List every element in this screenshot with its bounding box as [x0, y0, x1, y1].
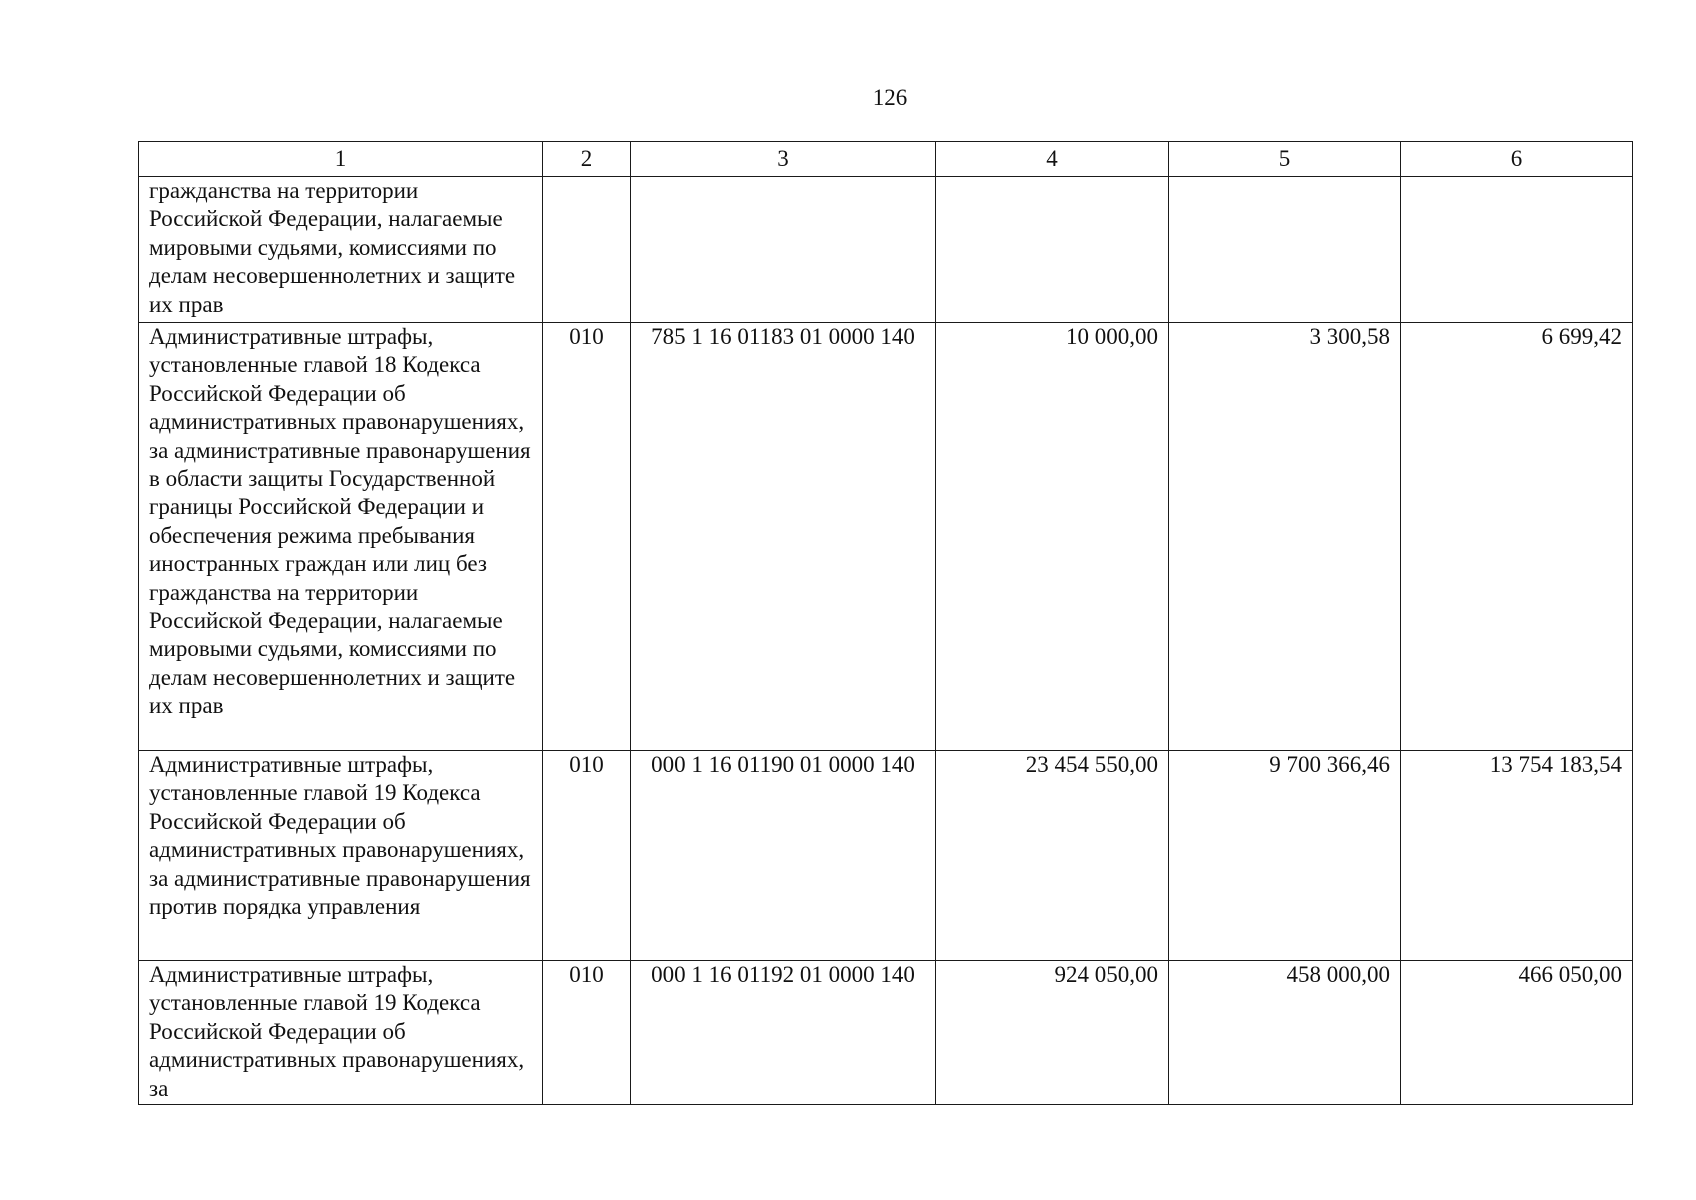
- row-executed-cell: [1169, 177, 1401, 323]
- table-row: [139, 177, 1633, 323]
- row-name-cell: гражданства на территории Российской Федерации, налагаемые мировыми судьями, комиссиями по делам несовершеннолетних и защите их прав: [139, 177, 543, 323]
- row-executed-cell: 3 300,58: [1169, 323, 1401, 751]
- row-remainder-cell: 6 699,42: [1401, 323, 1633, 751]
- row-executed-cell: 9 700 366,46: [1169, 751, 1401, 961]
- row-approved-cell: 924 050,00: [936, 961, 1169, 1105]
- row-code-cell: 010: [543, 751, 631, 961]
- row-remainder-cell: 13 754 183,54: [1401, 751, 1633, 961]
- row-code-cell: 010: [543, 323, 631, 751]
- row-kbk-cell: 785 1 16 01183 01 0000 140: [631, 323, 936, 751]
- column-header-1: 1: [139, 142, 543, 177]
- row-code-cell: 010: [543, 961, 631, 1105]
- table-row: [139, 751, 1633, 961]
- column-header-4: 4: [936, 142, 1169, 177]
- row-code-cell: [543, 177, 631, 323]
- column-header-5: 5: [1169, 142, 1401, 177]
- column-header-6: 6: [1401, 142, 1633, 177]
- table-row: [139, 323, 1633, 751]
- row-remainder-cell: [1401, 177, 1633, 323]
- table-header-row: [139, 142, 1633, 177]
- row-approved-cell: [936, 177, 1169, 323]
- row-kbk-cell: [631, 177, 936, 323]
- row-name-cell: Административные штрафы, установленные главой 19 Кодекса Российской Федерации об административных правонарушениях, за: [139, 961, 543, 1105]
- column-header-2: 2: [543, 142, 631, 177]
- budget-table: [138, 141, 1633, 1105]
- column-header-3: 3: [631, 142, 936, 177]
- row-approved-cell: 10 000,00: [936, 323, 1169, 751]
- row-name-cell: Административные штрафы, установленные главой 18 Кодекса Российской Федерации об административных правонарушениях, за административные правонарушения в области защиты Государственной границы Российской Федерации и обеспечения режима пребывания иностранных граждан или лиц без гражданства на территории Российской Федерации, налагаемые мировыми судьями, комиссиями по делам несовершеннолетних и защите их прав: [139, 323, 543, 751]
- row-remainder-cell: 466 050,00: [1401, 961, 1633, 1105]
- table-row: [139, 961, 1633, 1105]
- row-kbk-cell: 000 1 16 01192 01 0000 140: [631, 961, 936, 1105]
- row-approved-cell: 23 454 550,00: [936, 751, 1169, 961]
- row-executed-cell: 458 000,00: [1169, 961, 1401, 1105]
- row-kbk-cell: 000 1 16 01190 01 0000 140: [631, 751, 936, 961]
- page-number: 126: [872, 85, 908, 110]
- row-name-cell: Административные штрафы, установленные главой 19 Кодекса Российской Федерации об административных правонарушениях, за административные правонарушения против порядка управления: [139, 751, 543, 961]
